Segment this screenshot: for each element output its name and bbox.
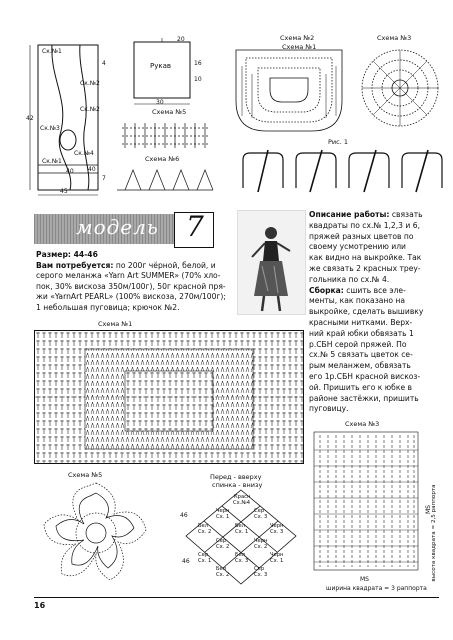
pattern-dim-2: 42 xyxy=(26,115,34,122)
materials-line-4: 1 небольшая пуговица; крючок №2. xyxy=(36,302,180,312)
top-schema2-chart xyxy=(232,46,347,136)
desc-line-6: гольника по сх.№ 4. xyxy=(309,274,390,284)
assembly-line-10: районе застёжки, пришить xyxy=(309,393,419,403)
materials-line-2: пок, 30% вискоза 350м/100г), 50г красной пря- xyxy=(36,281,226,291)
cell-14: Черн xyxy=(254,538,268,544)
cell-3: Сх. 1 xyxy=(216,514,230,520)
pattern-dim-3: 40 xyxy=(88,166,96,173)
cell-4: Сер xyxy=(254,508,265,514)
schema3-bottom-chart xyxy=(312,430,422,575)
top-schema5 xyxy=(120,108,215,153)
front-back-title-0: Перед - вверху xyxy=(210,473,262,481)
description-block xyxy=(309,210,439,415)
assembly-line-6: сх.№ 5 связать цветок се- xyxy=(309,350,413,360)
top-schema6 xyxy=(115,155,215,197)
height-caption: высота квадрата = 2,5 раппорта xyxy=(431,484,437,582)
schema5-flower xyxy=(36,478,156,588)
sleeve-dim-2: 16 xyxy=(194,60,202,67)
assembly-lead: Сборка: xyxy=(309,285,344,295)
ms-label-side: MS xyxy=(425,505,432,514)
diamond-layout xyxy=(176,488,306,588)
page-number: 16 xyxy=(34,601,46,610)
figure-1-drawing xyxy=(238,148,443,196)
top-schema3 xyxy=(355,34,445,134)
assembly-text-0: сшить все эле- xyxy=(346,285,406,295)
pattern-label-6: Ск.№2 xyxy=(80,106,100,113)
assembly-line-3: красными нитками. Верх- xyxy=(309,317,413,327)
top-left-pattern xyxy=(26,40,110,200)
pattern-dim-6: 7 xyxy=(102,175,106,182)
cell-19: Сх. 3 xyxy=(235,558,249,564)
cell-11: Сх. 3 xyxy=(270,529,284,535)
cell-15: Сх. 2 xyxy=(254,544,268,550)
model-word: модель xyxy=(76,215,159,239)
cell-24: Сер xyxy=(254,566,265,572)
cell-17: Сх. 1 xyxy=(198,558,212,564)
model-photo xyxy=(237,210,306,315)
materials-line-3: жи «YarnArt PEARL» (100% вискоза, 270м/100г); xyxy=(36,292,226,302)
info-block xyxy=(36,250,232,314)
sleeve-pattern xyxy=(122,38,202,108)
assembly-line-0 xyxy=(309,286,439,297)
sleeve-dim-1: 20 xyxy=(177,36,185,43)
footer-rule xyxy=(34,597,439,598)
front-back-title-1: спинка - внизу xyxy=(212,481,263,489)
top-schema3-label: Схема №3 xyxy=(377,34,412,42)
schema1-bottom xyxy=(34,330,304,464)
schema3-bottom-label: Схема №3 xyxy=(345,420,380,428)
sleeve-label: Рукав xyxy=(150,62,172,70)
pattern-label-1: Ск.№1 xyxy=(42,48,62,55)
pattern-dim-5: 40 xyxy=(66,168,74,175)
top-schema5-label: Схема №5 xyxy=(152,108,187,116)
desc-line-0 xyxy=(309,210,439,221)
cell-10: Черн xyxy=(270,523,284,529)
skirt-pattern-drawing xyxy=(30,40,110,200)
cell-13: Сх. 2 xyxy=(216,544,230,550)
cell-23: Сх. 2 xyxy=(216,572,230,578)
schema3-bottom xyxy=(312,430,422,575)
top-schema6-chart xyxy=(115,165,215,195)
cell-8: Бел xyxy=(235,523,246,529)
desc-line-2: пряжей разных цветов по xyxy=(309,231,414,241)
desc-line-5: же связать 2 красных треу- xyxy=(309,263,421,273)
schema1-bottom-label: Схема №1 xyxy=(98,320,133,328)
top-schema6-label: Схема №6 xyxy=(145,155,180,163)
ms-label-bottom: MS xyxy=(360,576,369,583)
materials-line-1: серого меланжа «Yarn Art SUMMER» (70% хло- xyxy=(36,271,221,281)
assembly-line-11: пуговицу. xyxy=(309,404,349,414)
desc-line-3: своему усмотрению или xyxy=(309,242,406,252)
pattern-label-3: Ск.№3 xyxy=(40,125,60,132)
cell-1: Сх.№4 xyxy=(233,500,251,506)
pattern-dim-4: 45 xyxy=(60,188,68,195)
width-caption: ширина квадрата = 3 раппорта xyxy=(326,585,427,592)
pattern-label-2: Ск.№2 xyxy=(80,80,100,87)
cell-0: Красн xyxy=(234,494,251,500)
sleeve-dim-4: 30 xyxy=(156,99,164,106)
top-schema2-label: Схема №2 xyxy=(280,34,315,42)
pattern-label-5: Ск.№1 xyxy=(42,158,62,165)
assembly-line-5: р.СБН серой пряжей. По xyxy=(309,339,407,349)
cell-16: Сер xyxy=(198,552,209,558)
assembly-line-9: ой. Пришить его к юбке в xyxy=(309,382,413,392)
top-schema5-chart xyxy=(120,118,215,153)
sleeve-dim-3: 10 xyxy=(194,76,202,83)
desc-lead: Описание работы: xyxy=(309,210,390,219)
sleeve-drawing xyxy=(122,38,202,108)
desc-line-4: как видно на выкройке. Так xyxy=(309,253,422,263)
figure-1 xyxy=(238,138,443,196)
cell-2: Черн xyxy=(216,508,230,514)
schema1-bottom-chart xyxy=(35,331,303,463)
cell-7: Сх. 2 xyxy=(198,529,212,535)
assembly-line-2: выкройке, сделать вышивку xyxy=(309,307,424,317)
schema5-bottom-label: Схема №5 xyxy=(68,471,103,479)
assembly-line-1: менты, как показано на xyxy=(309,296,406,306)
schema5-bottom xyxy=(36,478,156,588)
cell-20: Черн xyxy=(270,552,284,558)
cell-25: Сх. 3 xyxy=(254,572,268,578)
diamond-dim-right: 46 xyxy=(182,558,190,565)
assembly-line-4: ний край юбки обвязать 1 xyxy=(309,328,414,338)
assembly-line-7: рым меланжем, обвязать xyxy=(309,361,411,371)
cell-22: Бел xyxy=(216,566,227,572)
figure-1-label: Рис. 1 xyxy=(328,138,348,146)
cell-5: Сх. 3 xyxy=(254,514,268,520)
top-schema1-label: Схема №1 xyxy=(282,43,317,51)
top-schema3-chart xyxy=(355,44,445,134)
model-photo-figure xyxy=(238,211,305,314)
desc-text-0: связать xyxy=(391,210,423,219)
cell-6: Бел xyxy=(198,523,209,529)
pattern-label-4: Ск.№4 xyxy=(74,150,94,157)
cell-21: Сх. 1 xyxy=(270,558,284,564)
cell-12: Сер xyxy=(216,538,227,544)
model-number: 7 xyxy=(186,210,204,243)
assembly-line-8: его 1р.СБН красной вискоз- xyxy=(309,371,421,381)
size-line: Размер: 44-46 xyxy=(36,250,98,259)
top-schema2 xyxy=(232,34,347,139)
materials-lead: Вам потребуется: xyxy=(36,260,114,270)
pattern-dim-1: 4 xyxy=(102,60,106,67)
materials-text-0: по 200г чёрной, белой, и xyxy=(115,260,216,270)
cell-9: Сх. 1 xyxy=(235,529,249,535)
diamond-dim-left: 46 xyxy=(180,512,188,519)
desc-line-1: квадраты по сх.№ 1,2,3 и 6, xyxy=(309,220,421,230)
materials-line-0 xyxy=(36,261,232,272)
cell-18: Бел xyxy=(235,552,246,558)
